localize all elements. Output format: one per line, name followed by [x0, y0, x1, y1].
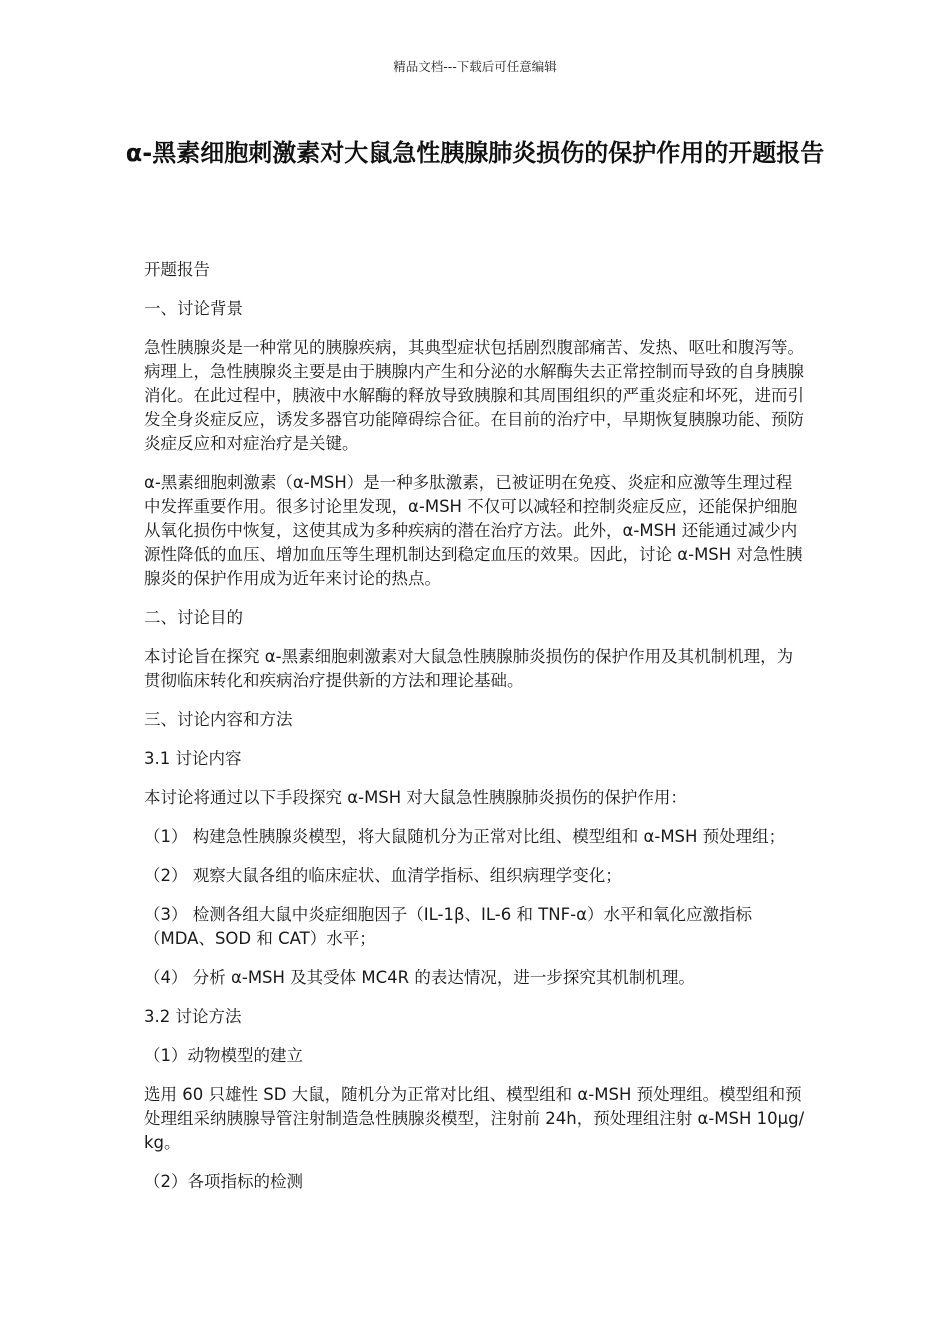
- header-note: 精品文档---下载后可任意编辑: [393, 59, 557, 74]
- document-body: [144, 258, 808, 1209]
- subsection-heading-methods: 3.2 讨论方法: [144, 1007, 242, 1026]
- paragraph-purpose: 本讨论旨在探究 α-黑素细胞刺激素对大鼠急性胰腺肺炎损伤的保护作用及其机制机理，为贯彻临床转化和疾病治疗提供新的方法和理论基础。: [144, 647, 794, 690]
- section-heading-background: 一、讨论背景: [144, 299, 243, 318]
- list-item: （1） 构建急性胰腺炎模型，将大鼠随机分为正常对比组、模型组和 α-MSH 预处理组；: [144, 827, 786, 846]
- list-item: （4） 分析 α-MSH 及其受体 MC4R 的表达情况，进一步探究其机制机理。: [144, 968, 695, 987]
- paragraph-background-2: α-黑素细胞刺激素（α-MSH）是一种多肽激素，已被证明在免疫、炎症和应激等生理过程中发挥重要作用。很多讨论里发现，α-MSH 不仅可以减轻和控制炎症反应，还能保护细胞从氧化损伤中恢复，这使其成为多种疾病的潜在治疗方法。此外，α-MSH 还能通过减少内源性降低的血压、增加血压等生理机制达到稳定血压的效果。因此，讨论 α-MSH 对急性胰腺炎的保护作用成为近年来讨论的热点。: [144, 473, 803, 588]
- list-item: （2） 观察大鼠各组的临床症状、血清学指标、组织病理学变化；: [144, 866, 622, 885]
- method-step-heading: （1）动物模型的建立: [144, 1046, 303, 1065]
- paragraph-method-model: 选用 60 只雄性 SD 大鼠，随机分为正常对比组、模型组和 α-MSH 预处理组。模型组和预处理组采纳胰腺导管注射制造急性胰腺炎模型，注射前 24h，预处理组注射 α-MSH 10μg/ kg。: [144, 1085, 805, 1152]
- section-label: 开题报告: [144, 260, 210, 279]
- section-heading-methods: 三、讨论内容和方法: [144, 710, 293, 729]
- document-title: α-黑素细胞刺激素对大鼠急性胰腺肺炎损伤的保护作用的开题报告: [125, 139, 825, 167]
- paragraph-content-intro: 本讨论将通过以下手段探究 α-MSH 对大鼠急性胰腺肺炎损伤的保护作用：: [144, 788, 687, 807]
- method-step-heading: （2）各项指标的检测: [144, 1172, 303, 1191]
- section-heading-purpose: 二、讨论目的: [144, 608, 243, 627]
- list-item: （3） 检测各组大鼠中炎症细胞因子（IL-1β、IL-6 和 TNF-α）水平和氧化应激指标（MDA、SOD 和 CAT）水平；: [144, 905, 752, 948]
- paragraph-background-1: 急性胰腺炎是一种常见的胰腺疾病，其典型症状包括剧烈腹部痛苦、发热、呕吐和腹泻等。病理上，急性胰腺炎主要是由于胰腺内产生和分泌的水解酶失去正常控制而导致的自身胰腺消化。在此过程中，胰液中水解酶的释放导致胰腺和其周围组织的严重炎症和坏死，进而引发全身炎症反应，诱发多器官功能障碍综合征。在目前的治疗中，早期恢复胰腺功能、预防炎症反应和对症治疗是关键。: [144, 338, 804, 453]
- subsection-heading-content: 3.1 讨论内容: [144, 749, 242, 768]
